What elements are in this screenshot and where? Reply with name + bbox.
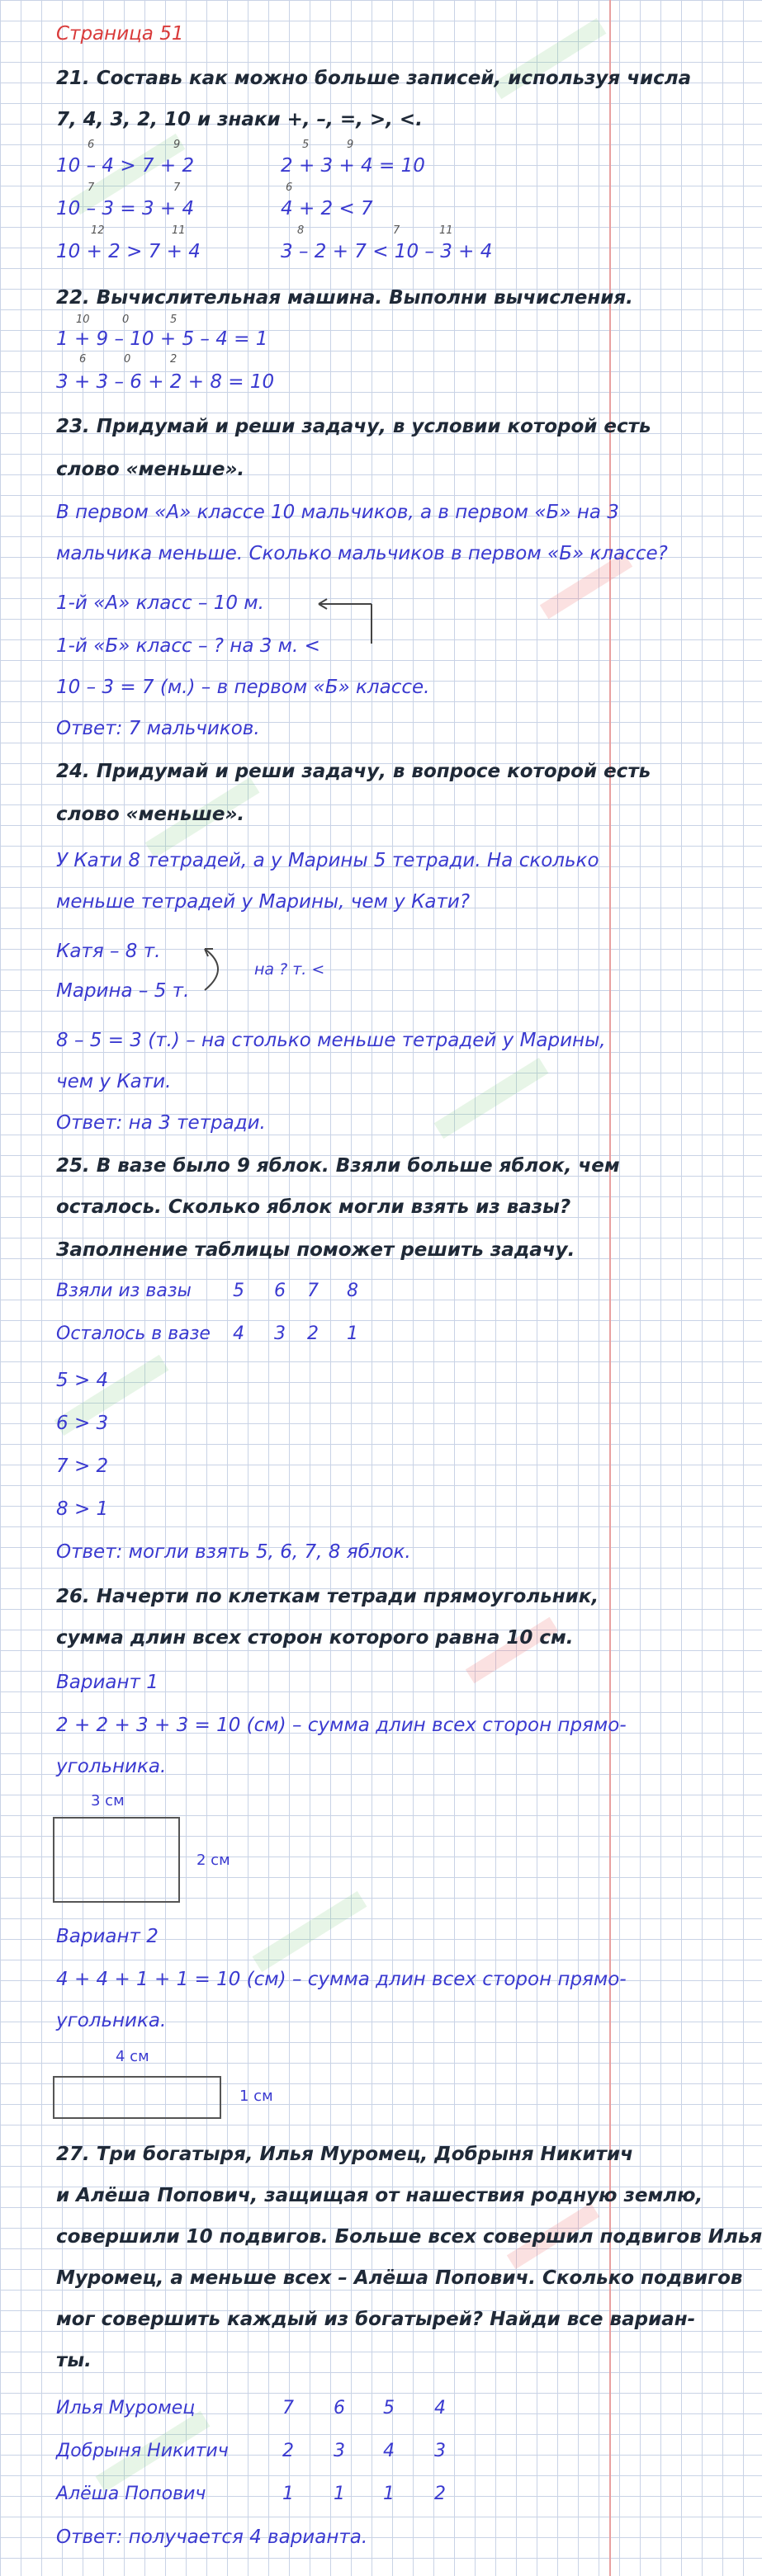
task-22-title: 22. Вычислительная машина. Выполни вычисления. xyxy=(56,287,633,309)
task-21-line-2: 7, 4, 3, 2, 10 и знаки +, –, =, >, <. xyxy=(56,109,423,130)
page-title: Страница 51 xyxy=(56,23,184,45)
hint-number: 7 xyxy=(393,224,400,237)
task-24-condition-1: Катя – 8 т. xyxy=(56,941,161,962)
hint-number: 8 xyxy=(297,224,305,237)
table-cell: 7 xyxy=(282,2398,294,2418)
comparison: 7 > 2 xyxy=(56,1455,109,1477)
table-cell: 4 xyxy=(233,1323,244,1344)
table-cell: 7 xyxy=(307,1281,319,1301)
variant-2-line-1: 4 + 4 + 1 + 1 = 10 (см) – сумма длин всех сторон прямо- xyxy=(56,1969,627,1990)
comparison: 8 > 1 xyxy=(56,1498,109,1520)
task-27-line: мог совершить каждый из богатырей? Найди все вариан- xyxy=(56,2309,696,2330)
table-cell: 4 xyxy=(383,2441,395,2461)
task-24-line-1: 24. Придумай и реши задачу, в вопросе которой есть xyxy=(56,761,651,782)
hint-number: 5 xyxy=(302,139,310,151)
task-21-right-2: 4 + 2 < 7 xyxy=(281,198,373,219)
variant-2-line-2: угольника. xyxy=(56,2010,167,2031)
task-21-right-3: 3 – 2 + 7 < 10 – 3 + 4 xyxy=(281,241,493,262)
task-24-brace-note: на ? т. < xyxy=(254,960,325,979)
hint-number: 0 xyxy=(124,353,131,366)
hero-name: Добрыня Никитич xyxy=(56,2441,229,2461)
hint-number: 0 xyxy=(122,314,130,326)
task-27-line: и Алёша Попович, защищая от нашествия родную землю, xyxy=(56,2185,703,2206)
task-24-text-2: меньше тетрадей у Марины, чем у Кати? xyxy=(56,891,471,913)
table-cell: 5 xyxy=(383,2398,395,2418)
task-23-solution: 10 – 3 = 7 (м.) – в первом «Б» классе. xyxy=(56,677,430,698)
table-cell: 1 xyxy=(383,2484,395,2504)
table-cell: 1 xyxy=(282,2484,294,2504)
task-24-condition-2: Марина – 5 т. xyxy=(56,980,190,1002)
hint-number: 12 xyxy=(91,224,105,237)
task-21-left-2: 10 – 3 = 3 + 4 xyxy=(56,198,195,219)
task-23-text-2: мальчика меньше. Сколько мальчиков в первом «Б» классе? xyxy=(56,543,668,564)
comparison-arrow-icon xyxy=(314,596,380,653)
hero-name: Алёша Попович xyxy=(56,2484,206,2504)
task-27-line: совершили 10 подвигов. Больше всех совершил подвигов Илья xyxy=(56,2226,762,2248)
task-25-line-2: осталось. Сколько яблок могли взять из вазы? xyxy=(56,1196,571,1218)
hint-number: 9 xyxy=(347,139,354,151)
rect-1-top-label: 3 см xyxy=(91,1792,125,1809)
task-24-solution-2: чем у Кати. xyxy=(56,1071,172,1092)
task-27-line: ты. xyxy=(56,2350,92,2371)
rect-1-side-label: 2 см xyxy=(196,1852,230,1869)
task-25-answer: Ответ: могли взять 5, 6, 7, 8 яблок. xyxy=(56,1541,411,1563)
task-23-line-1: 23. Придумай и реши задачу, в условии которой есть xyxy=(56,416,651,437)
table-cell: 6 xyxy=(334,2398,345,2418)
task-21-right-1: 2 + 3 + 4 = 10 xyxy=(281,155,425,177)
task-23-text-1: В первом «А» классе 10 мальчиков, а в первом «Б» на 3 xyxy=(56,502,619,523)
variant-1-line-2: угольника. xyxy=(56,1756,167,1777)
comparison: 6 > 3 xyxy=(56,1413,109,1434)
task-23-answer: Ответ: 7 мальчиков. xyxy=(56,718,260,739)
hero-name: Илья Муромец xyxy=(56,2398,196,2418)
task-25-line-1: 25. В вазе было 9 яблок. Взяли больше яблок, чем xyxy=(56,1155,620,1177)
hint-number: 7 xyxy=(173,182,181,194)
hint-number: 11 xyxy=(439,224,453,237)
table-cell: 2 xyxy=(307,1323,319,1344)
hint-number: 5 xyxy=(170,314,177,326)
rectangle-3x2 xyxy=(53,1817,180,1903)
rectangle-4x1 xyxy=(53,2076,221,2119)
task-23-condition-1: 1-й «А» класс – 10 м. xyxy=(56,592,264,614)
task-24-answer: Ответ: на 3 тетради. xyxy=(56,1112,266,1134)
table-cell: 3 xyxy=(434,2441,446,2461)
variant-1-label: Вариант 1 xyxy=(56,1672,159,1693)
hint-number: 6 xyxy=(79,353,87,366)
task-24-line-2: слово «меньше». xyxy=(56,804,245,825)
table-cell: 1 xyxy=(347,1323,358,1344)
task-22-line-1: 1 + 9 – 10 + 5 – 4 = 1 xyxy=(56,328,268,350)
table-cell: 1 xyxy=(334,2484,345,2504)
task-23-condition-2: 1-й «Б» класс – ? на 3 м. < xyxy=(56,635,320,657)
task-27-line: 27. Три богатыря, Илья Муромец, Добрыня Никитич xyxy=(56,2144,633,2165)
hint-number: 10 xyxy=(76,314,90,326)
rect-2-side-label: 1 см xyxy=(239,2088,273,2105)
table-cell: 4 xyxy=(434,2398,446,2418)
table-cell: 2 xyxy=(434,2484,446,2504)
hint-number: 6 xyxy=(286,182,293,194)
task-25-line-3: Заполнение таблицы поможет решить задачу. xyxy=(56,1239,575,1261)
task-24-text-1: У Кати 8 тетрадей, а у Марины 5 тетради. На сколько xyxy=(56,850,599,871)
table-row-label: Осталось в вазе xyxy=(56,1323,211,1344)
hint-number: 2 xyxy=(170,353,177,366)
comparison: 5 > 4 xyxy=(56,1370,109,1391)
watermark xyxy=(253,1891,367,1972)
task-26-line-2: сумма длин всех сторон которого равна 10 см. xyxy=(56,1627,574,1649)
table-row-label: Взяли из вазы xyxy=(56,1281,192,1301)
table-cell: 2 xyxy=(282,2441,294,2461)
table-cell: 3 xyxy=(274,1323,286,1344)
hint-number: 11 xyxy=(172,224,186,237)
variant-2-label: Вариант 2 xyxy=(56,1926,159,1947)
variant-1-line-1: 2 + 2 + 3 + 3 = 10 (см) – сумма длин всех сторон прямо- xyxy=(56,1715,627,1736)
task-21-line-1: 21. Составь как можно больше записей, используя числа xyxy=(56,68,692,89)
task-21-left-3: 10 + 2 > 7 + 4 xyxy=(56,241,201,262)
table-cell: 6 xyxy=(274,1281,286,1301)
task-26-line-1: 26. Начерти по клеткам тетради прямоугольник, xyxy=(56,1586,599,1607)
task-23-line-2: слово «меньше». xyxy=(56,459,245,480)
task-24-solution-1: 8 – 5 = 3 (т.) – на столько меньше тетрадей у Марины, xyxy=(56,1030,606,1051)
hint-number: 6 xyxy=(88,139,95,151)
brace-arrow-icon xyxy=(198,942,248,1000)
hint-number: 7 xyxy=(88,182,95,194)
watermark xyxy=(434,1058,549,1139)
hint-number: 9 xyxy=(173,139,181,151)
task-22-line-2: 3 + 3 – 6 + 2 + 8 = 10 xyxy=(56,371,275,393)
rect-2-top-label: 4 см xyxy=(116,2048,149,2065)
task-27-answer: Ответ: получается 4 варианта. xyxy=(56,2526,368,2548)
task-21-left-1: 10 – 4 > 7 + 2 xyxy=(56,155,195,177)
task-27-line: Муромец, а меньше всех – Алёша Попович. Сколько подвигов xyxy=(56,2267,743,2289)
table-cell: 8 xyxy=(347,1281,358,1301)
table-cell: 3 xyxy=(334,2441,345,2461)
table-cell: 5 xyxy=(233,1281,244,1301)
